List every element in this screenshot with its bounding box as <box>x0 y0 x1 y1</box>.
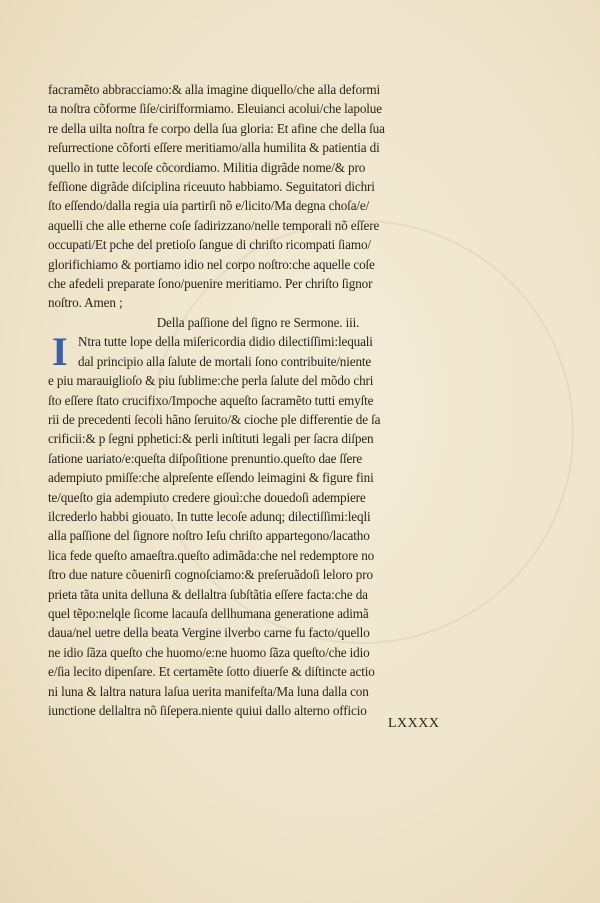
text-line: lica fede queſto amaeſtra.queſto adimãda:che nel redemptore no <box>48 547 375 563</box>
text-line: daua/nel uetre della beata Vergine ilverbo carne fu facto/quello <box>48 625 370 641</box>
text-line: adempiuto pmiſſe:che alpreſente eſſendo leimagini & figure fini <box>48 470 374 486</box>
text-line: iunctione dellaltra nõ ſiſepera.niente quiui dallo alterno officio <box>48 703 367 718</box>
text-line: ſto eſſere ſtato crucifixo/Impoche aqueſto ſacramẽto tutti emyſte <box>48 392 374 408</box>
text-line: te/queſto gia adempiuto credere giouì:che douedoſi adempiere <box>48 489 366 505</box>
text-block <box>48 80 468 720</box>
text-line: ſtro due nature cõuenirſi cognoſciamo:& preſeruãdoſi leloro pro <box>48 567 373 583</box>
text-line: crificii:& p ſegni pphetici:& perli inſtituti legali per ſacra diſpen <box>48 431 374 447</box>
text-line: prieta tãta unita delluna & dellaltra ſubſtãtia eſſere facta:che da <box>48 586 368 602</box>
text-line: ni luna & laltra natura laſua uerita manifeſta/Ma luna dalla con <box>48 683 369 699</box>
text-line: e/ſia lecito dipenſare. Et certamẽte ſotto diuerſe & diſtincte actio <box>48 664 375 680</box>
text-line: quello in tutte lecoſe cõcordiamo. Militia digrãde nome/& pro <box>48 159 366 175</box>
text-line: noſtro. Amen ; <box>48 295 123 311</box>
text-line: ſto eſſendo/dalla regia uia partirſi nõ e/licito/Ma degna choſa/e/ <box>48 198 370 214</box>
text-line: ta noſtra cõforme ſiſe/ciriſformiamo. Eleuianci acolui/che lapolue <box>48 101 382 117</box>
text-line: alla paſſione del ſignore noſtro Ieſu chriſto apparteɡono/lacatho <box>48 528 370 544</box>
drop-cap-initial: I <box>52 329 68 374</box>
text-line: rii de precedenti ſecoli hãno ſeruito/& cioche ple differentie de ſa <box>48 411 381 427</box>
text-line: occupati/Et pche del pretioſo ſangue di chriſto ricompati ſiamo/ <box>48 237 371 253</box>
text-line: re della uilta noſtra fe corpo della ſua gloria: Et afine che della ſua <box>48 120 385 136</box>
text-line: e piu marauiglioſo & piu ſublime:che perla ſalute del mõdo chri <box>48 373 374 389</box>
text-line: aquelli che alle etherne coſe ſadirizzano/nelle temporali nõ eſſere <box>48 217 380 233</box>
text-line: reſurrectione cõforti eſſere meritiamo/alla humilita & patientia di <box>48 140 380 156</box>
text-line: che afedeli preparate ſono/puenire meritiamo. Per chriſto ſignor <box>48 276 373 292</box>
text-line: Ntra tutte lope della miſericordia didio dilectiſſimi:lequali <box>78 334 373 350</box>
folio-number: LXXXX <box>388 716 440 731</box>
text-line: ilcrederlo habbi giouato. In tutte lecoſe adunq; dilectiſſimi:leqli <box>48 508 371 524</box>
text-line: quel tẽpo:nelqle ſicome lacauſa dellhumana generatione adimã <box>48 605 369 621</box>
sermon-heading: Della paſſione del ſigno re Sermone. iii. <box>156 314 360 330</box>
text-line: ne idio ſãza queſto che huomo/e:ne huomo ſãza queſto/che idio <box>48 644 370 660</box>
text-line: glorifichiamo & portiamo idio nel corpo noſtro:che aquelle coſe <box>48 256 375 272</box>
text-line: facramẽto abbracciamo:& alla imagine diquello/che alla deformi <box>48 82 380 97</box>
text-line: dal principio alla ſalute de mortali ſono contribuite/niente <box>78 353 372 369</box>
text-line: feſſione digrãde diſciplina riceuuto habbiamo. Seguitatori dichri <box>48 179 375 195</box>
text-line: ſatione uariato/e:queſta diſpoſitione prenuntio.queſto dae ſſere <box>48 450 363 466</box>
